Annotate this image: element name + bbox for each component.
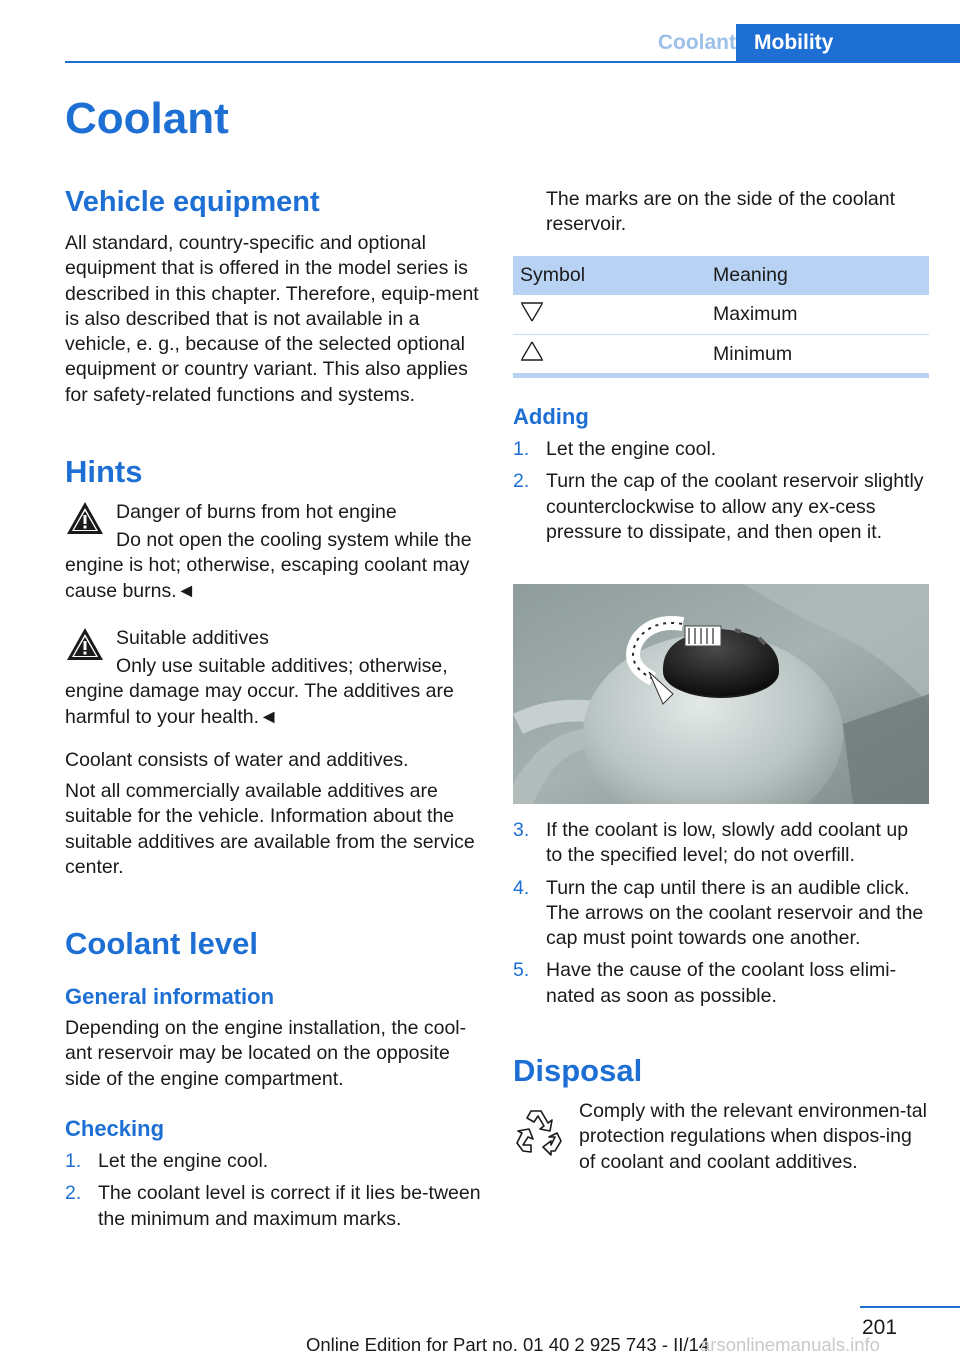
footer-edition: Online Edition for Part no. 01 40 2 925 743 - II/14 (306, 1334, 710, 1355)
list-item: 5. Have the cause of the coolant loss elimi-nated as soon as possible. (513, 959, 897, 1007)
column-header-symbol: Symbol (513, 256, 706, 295)
warning-burns-title: Danger of burns from hot engine (116, 501, 397, 523)
list-item: 2. The coolant level is correct if it lies be-tween the minimum and maximum marks. (65, 1182, 481, 1230)
hints-para-2: Not all commercially available additives are suitable for the vehicle. Information about the suitable additives are available from the service center. (65, 780, 475, 878)
disposal-heading: Disposal (513, 1053, 643, 1088)
warning-additives-title: Suitable additives (116, 627, 269, 649)
list-item: 1. Let the engine cool. (65, 1150, 269, 1172)
footer-rule (860, 1306, 960, 1308)
checking-heading: Checking (65, 1116, 165, 1141)
list-item: 4. Turn the cap until there is an audible click. The arrows on the coolant reservoir and the cap must point towards one another. (513, 876, 924, 950)
warning-additives-body: Only use suitable additives; otherwise, engine damage may occur. The additives are harmful to your health.◄ (65, 655, 454, 728)
coolant-level-heading: Coolant level (65, 926, 258, 961)
general-information-body: Depending on the engine installation, the cool-ant reservoir may be located on the opposite side of the engine compartment. (65, 1017, 467, 1090)
list-item: 3. If the coolant is low, slowly add coolant up to the specified level; do not overfill. (513, 819, 909, 867)
list-item: 2. Turn the cap of the coolant reservoir slightly counterclockwise to allow any ex-cess pressure to dissipate, and then open it. (513, 470, 924, 543)
header-section-tab: Coolant (657, 31, 736, 54)
meaning-cell: Maximum (706, 295, 929, 335)
adding-heading: Adding (513, 404, 589, 429)
checking-steps (65, 1149, 481, 1239)
coolant-reservoir-photo (513, 584, 929, 804)
warning-burns-body: Do not open the cooling system while the engine is hot; otherwise, escaping coolant may cause burns.◄ (65, 529, 472, 602)
vehicle-equipment-heading: Vehicle equipment (65, 186, 320, 218)
table-row (513, 335, 929, 376)
hints-para-1: Coolant consists of water and additives. (65, 749, 409, 771)
vehicle-equipment-body: All standard, country-specific and optional equipment that is offered in the model series is described in this chapter. Therefore, equip-ment is also described that is not available in a vehicle, e. g., because of the selected optional equipment or country variant. This also applies for safety-related functions and systems. (65, 232, 479, 406)
warning-burns (65, 500, 481, 604)
min-mark-icon (520, 340, 544, 362)
max-mark-icon (520, 301, 544, 323)
footer-watermark: arsonlinemanuals.info (700, 1334, 880, 1355)
meaning-cell: Minimum (706, 335, 929, 376)
recycling-icon (513, 1105, 565, 1157)
header-rule (65, 61, 960, 63)
warning-additives (65, 626, 481, 730)
table-header-row (513, 256, 929, 295)
disposal-body: Comply with the relevant environmen-tal protection regulations when dispos-ing of coolant and coolant additives. (579, 1100, 927, 1173)
column-header-meaning: Meaning (706, 256, 929, 295)
page-number: 201 (862, 1316, 898, 1339)
list-item: 1. Let the engine cool. (513, 438, 717, 460)
symbol-cell (513, 335, 706, 376)
marks-table (513, 256, 929, 378)
general-information-heading: General information (65, 984, 275, 1009)
table-row (513, 295, 929, 335)
symbol-cell (513, 295, 706, 335)
hints-heading: Hints (65, 454, 143, 489)
adding-steps-a (513, 437, 929, 552)
header-chapter-tab: Mobility (736, 24, 960, 62)
page-title: Coolant (65, 94, 229, 143)
marks-intro: The marks are on the side of the coolant reservoir. (546, 188, 896, 236)
adding-steps-b (513, 818, 929, 1016)
